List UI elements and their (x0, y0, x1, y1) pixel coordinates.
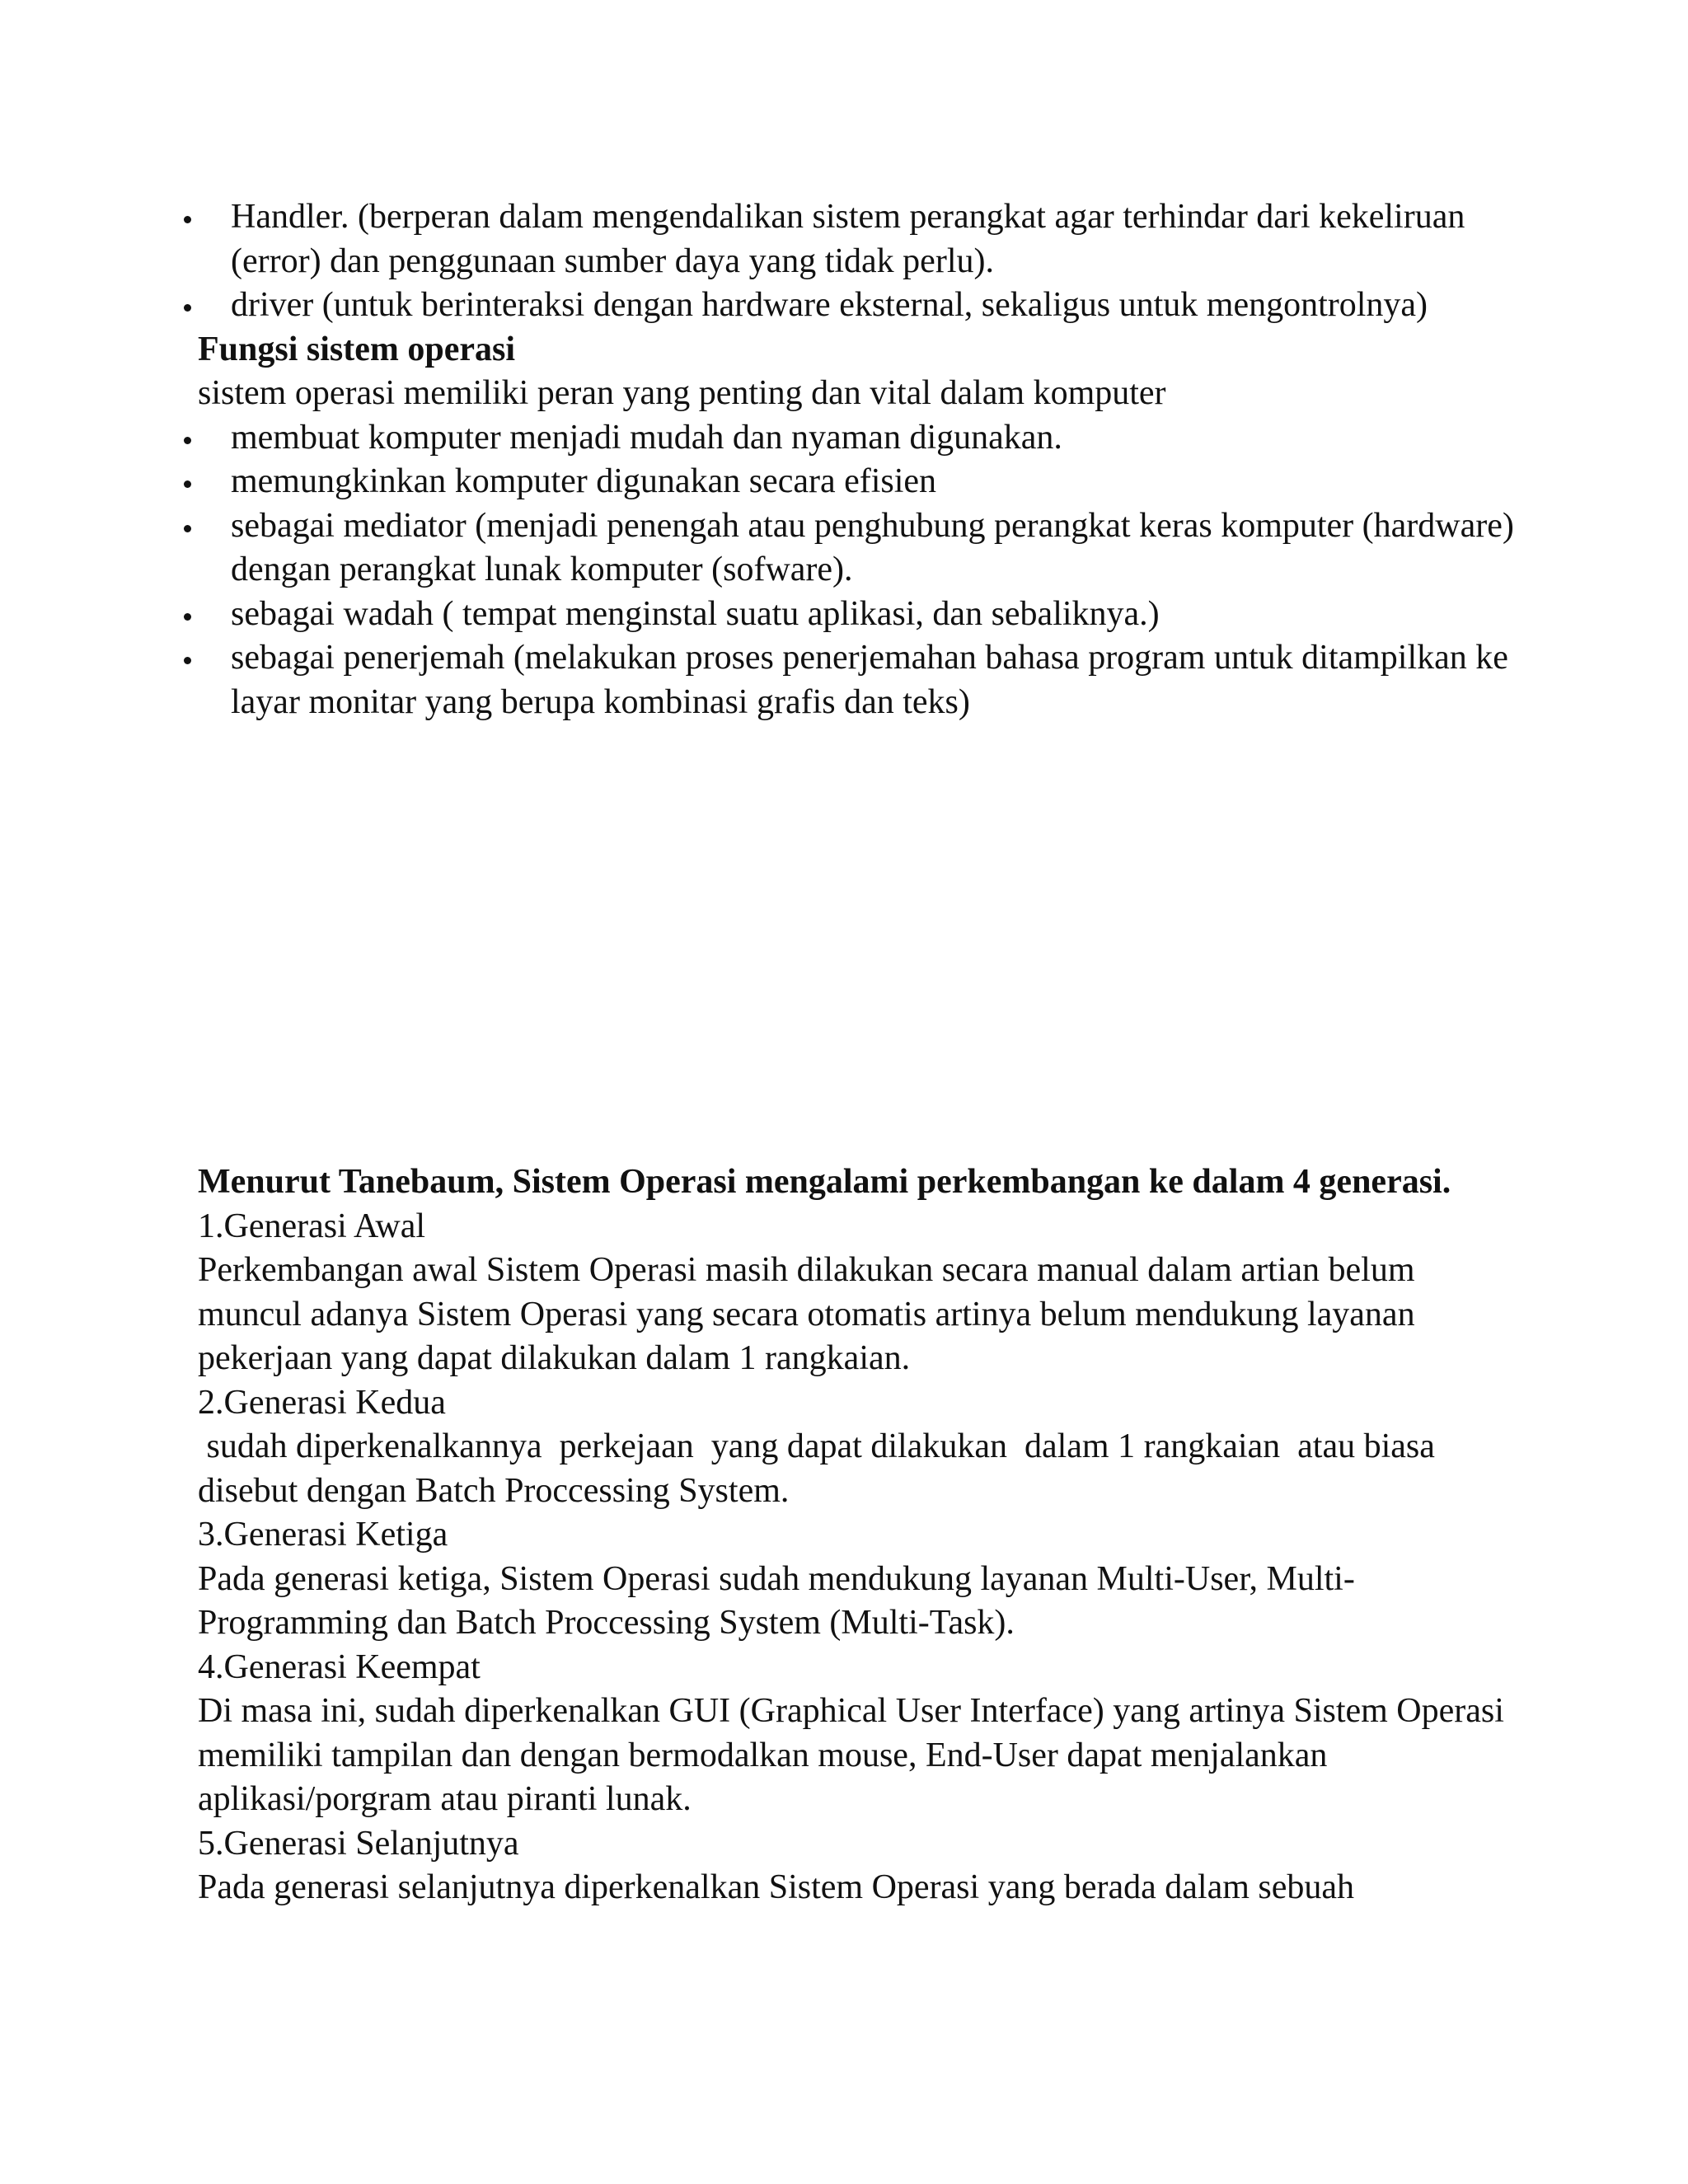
generation-text: Pada generasi selanjutnya diperkenalkan Sistem Operasi yang berada dalam sebuah (198, 1868, 1355, 1906)
section-heading: Fungsi sistem operasi (198, 330, 516, 368)
generation-title: 3.Generasi Ketiga (198, 1516, 448, 1554)
intro-text: sistem operasi memiliki peran yang penting dan vital dalam komputer (198, 374, 1166, 412)
list-item: sebagai wadah ( tempat menginstal suatu aplikasi, dan sebaliknya.) (198, 593, 1517, 637)
generation-title: 2.Generasi Kedua (198, 1383, 446, 1422)
generation-title: 5.Generasi Selanjutnya (198, 1824, 519, 1863)
generation-text: Di masa ini, sudah diperkenalkan GUI (Graphical User Interface) yang artinya Sistem Operasi memiliki tampilan dan dengan bermodalkan mouse, End-User dapat menjalankan aplikasi/porgram atau piranti lunak. (198, 1692, 1504, 1818)
generation-title: 4.Generasi Keempat (198, 1647, 481, 1686)
list-item: memungkinkan komputer digunakan secara efisien (198, 460, 1517, 504)
generation-text: sudah diperkenalkannya perkejaan yang dapat dilakukan dalam 1 rangkaian atau biasa disebut dengan Batch Proccessing System. (198, 1427, 1444, 1510)
generations-heading: Menurut Tanebaum, Sistem Operasi mengalami perkembangan ke dalam 4 generasi. (198, 1163, 1451, 1201)
list-item: membuat komputer menjadi mudah dan nyaman digunakan. (198, 416, 1517, 461)
generation-text: Pada generasi ketiga, Sistem Operasi sudah mendukung layanan Multi-User, Multi-Programming dan Batch Proccessing System (Multi-Task). (198, 1559, 1355, 1642)
function-list (198, 416, 1517, 725)
list-item: sebagai mediator (menjadi penengah atau penghubung perangkat keras komputer (hardware) dengan perangkat lunak komputer (sofware). (198, 504, 1517, 593)
list-item: Handler. (berperan dalam mengendalikan sistem perangkat agar terhindar dari kekeliruan (error) dan penggunaan sumber daya yang tidak perlu). (198, 195, 1517, 284)
top-section (198, 195, 1517, 724)
component-list (198, 195, 1517, 328)
generation-text: Perkembangan awal Sistem Operasi masih dilakukan secara manual dalam artian belum muncul adanya Sistem Operasi yang secara otomatis artinya belum mendukung layanan pekerjaan yang dapat dilakukan dalam 1 rangkaian. (198, 1251, 1415, 1377)
generation-title: 1.Generasi Awal (198, 1207, 426, 1245)
bottom-section (198, 1160, 1517, 1910)
list-item: sebagai penerjemah (melakukan proses penerjemahan bahasa program untuk ditampilkan ke layar monitar yang berupa kombinasi grafis dan teks) (198, 636, 1517, 724)
list-item: driver (untuk berinteraksi dengan hardware eksternal, sekaligus untuk mengontrolnya) (198, 284, 1517, 328)
